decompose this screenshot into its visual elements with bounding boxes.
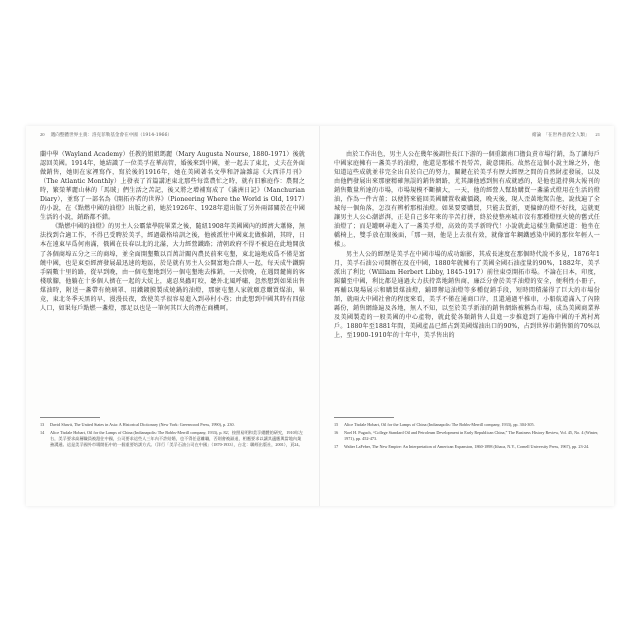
footnote: [334, 422, 600, 428]
right-paragraph-1: 由於工作出色，男主人公在幾年後調往長江下游的一個重鎮南口擔負責市場行銷，為了讓每戶中國家庭擁有一盞美孚的油燈，他還是那樣不畏勞苦，銳意開拓。故然在這個小說主線之外，他知道這些成就並非完全出自於自己的努力，關鍵在於美孚有歷大經歷之間的自然財產發展，以及由他們發展出來那麼精確無誤的銷售網路，尤其讓他感到無有成就感的，是他也還持與大報刊的銷售數量所達的市場，市場規模不斷擴大，一天，他的經營人幫助購買一盞滿式燈用在生活的燈油，作為一件古董；以便將來能回美國購置收藏價錢，晚天後，現人歪黃地駕告他，說找遍了全城每一個角落，怎沒有辨析那相油燈。如果要要購買，只能去買新，更偏緯的燈不好找，這就更讓男主人公心潮澎湃，正是自己多年來的辛苦打拼，終於使整座城市沒有那種燈厘火燒的舊式任油燈了；而是罐啊尋進入了一盞美孚燈，高效的美孚新時代！小說就此這樣生動描述道：他坐在轎椅上，雙手放在眼後面，「那一刻，他是上去很有效，就像富年鋼鐵感染中國的那位年輕人一樣」。: [334, 151, 600, 249]
footnote: [334, 430, 600, 442]
footnote-number: 17: [334, 443, 339, 449]
right-page-number: 21: [595, 132, 600, 137]
left-paragraph-1: 蘭中學（Wayland Academy）任教的姐姐瑪麗（Mary Augusta Nourse, 1880-1971）後就認回美國。1914年，她結識了一位美孚在華高管，婚後來到中國，並一起去了東北，丈夫在外面做銷售，她則在家裡寫作，寫於後的1916年，她在美國著名文學和評論雜誌《大西洋月刊》（The Atlantic Monthly）上發表了首篇講述東北那些每當農忙之時，就有旧雅庭作：農閒之時，繁榮華麗山林的「馬賊」們生活之苦記，後又將之增補寫成了《滿洲日記》（Manchurian Diary），並寫了一部名為《開拓亦者的世界》（Pioneering Where the World is Old, 1917）的小說，在《點燃中國的油燈》出版之前，她於1926年、1928年還出版了另外兩部關於在中國生活的小說，銷路都不錯。: [40, 151, 305, 222]
footnote-text: Noel H. Pugach, “College Standard Oil and Petroleum Development in Early Republican China,” The Business History Review, Vol. 45, No. 4 (Winter, 1971), pp. 452-473.: [344, 429, 599, 441]
footnote-text: Alice Tisdale Hobart, Oil for the Lamps of China (Indianapolis: The Bobbs-Merrill company, 1933), pp. 304-305.: [344, 422, 535, 427]
footnote-number: 15: [334, 422, 339, 427]
left-footnotes: [40, 417, 305, 450]
left-page-number: 20: [40, 132, 45, 137]
footnote: [40, 430, 305, 449]
right-footnotes: [334, 417, 600, 451]
footnote-rule: [40, 417, 100, 418]
right-running-head: [334, 132, 600, 138]
right-page: [320, 126, 614, 506]
footnote-text: David Shavit, The United States in Asia: A Historical Dictionary (New York: Greenwood Press, 1990), p. 230.: [50, 422, 235, 427]
footnote-number: 16: [334, 429, 339, 435]
footnote: [334, 444, 600, 450]
left-running-head: [40, 132, 305, 138]
right-body-text: [334, 150, 600, 340]
left-body-text: [40, 150, 305, 313]
left-running-title: 邁向整體世界主義：洛克菲勒基金會在中國（1914-1966）: [50, 133, 172, 138]
right-running-title: 緒論 「在世界意義全人類」: [531, 133, 590, 138]
footnote-text: Alice Tisdale Hobart, Oil for the Lamps of China (Indianapolis: The Bobbs-Merrill company, 1933), p. 82；按照易明和美孚總體的研究，1910年左右，美孚要求高層職員被派往中國，公司要求這些人三年內不許結婚，也不得任意離職，否則會被辭退，相應要求以讓其適應與當地內業務溝通。這是美孚國外市場開拓中的一個重要培訓方式。（洋行「美孚石油公司在中國」（1870-1933），台北：聯經出版社，2001），頁24。: [50, 429, 304, 448]
footnote: [40, 422, 305, 428]
book-spread: [26, 126, 614, 506]
left-paragraph-2: 《點燃中國的油燈》的男主人公霸蒙學院畢業之後，隨紐1908年美國國內的經濟大蕭條，無法找到合適工作，不得已受聘於美孚，經過嚴格培訓之後，他被派往中國東北做推銷，其時，日本在遠東早爲何南滿，俄國在長春以北的北滿，大力經營鐵路；清朝政府不得不被迫在此地開放了各個商埠五分之三的商埠，並全面開墾數以百萬計關內農民前來屯墾，東北遍地成爲不僅是富饒中國，也是東亞經濟發展最迅速的地區，於是就有男主人公開富地合群人一起，每天成牛鐵騎手隔數十里的路，從早到晚，由一個屯墾地到另一個屯墾地去推銷，一天傍晚，在遇問麓崗的客棧歇腳，他躺在十多個人擠在一起的大炕上，處忍臭蟲叮咬，聽外北風呼嘯，忽然想到如果出售煤油時，附送一盞帶有燒璃罩、用鐵鍍膜製成燒鍋的油燈，那麼屯墾人家就願意購買煤油，畢竟，東北冬季天黑的早，漫漫長夜，致使美孚很容易進入到尋村小巷；由此想到中國其時有四億人口，如果每戶點燃一盞燈，那足以也是一筆何其巨大的潛在商機呵。: [40, 223, 305, 312]
footnote-rule: [334, 417, 394, 418]
footnote-number: 13: [40, 422, 45, 427]
footnote-number: 14: [40, 429, 45, 435]
right-paragraph-2: 男主人公的經歷是美孚在中國市場的成功縮影，其成長速度在那個時代說不多見，1876年1月，美孚石油公司開辦在及在中國，1880年就擁有了美國全國石油產量的90%，1882年，美孚派出了利比（William Herbert Libby, 1845-1917）前往東亞開拓市場。不論在日本，印度，錫蘭至中國，利比都是通過大力扶持當地銷售商，廉泛分會於美孚油燈的安全，便利性小冊子，再輔以現場展示和購買煤油燈，鋪即辦這油燈等多種促銷手段，短時間積滿得了巨大的市場份額，就兩大中國社會的程度來看，美孚不僅在通商口岸，且還通過平推車，小船航道滿入了內陸縣份，銷售網絡遍及各地，無人不知，以至於美孚新油的銷售網絡被稱為市場，成為美國商業界及美國製造的一般美國的中心產物，就此從各類銷售人員進一步推進到了遍佈中國的千萬村萬戶。1880年至1881年間，美國產品已經占到美國煤油出口的90%，占到世界市銷售額的70%以上，至1900-1910年的十年中，美孚售出的: [334, 250, 600, 339]
footnote-text: Walter LaFeber, The New Empire: An Interpretation of American Expansion, 1860-1898 (Ithaca, N.Y., Cornell University Press, 1967), pp. 23-24.: [344, 443, 590, 449]
left-page: [26, 126, 320, 506]
